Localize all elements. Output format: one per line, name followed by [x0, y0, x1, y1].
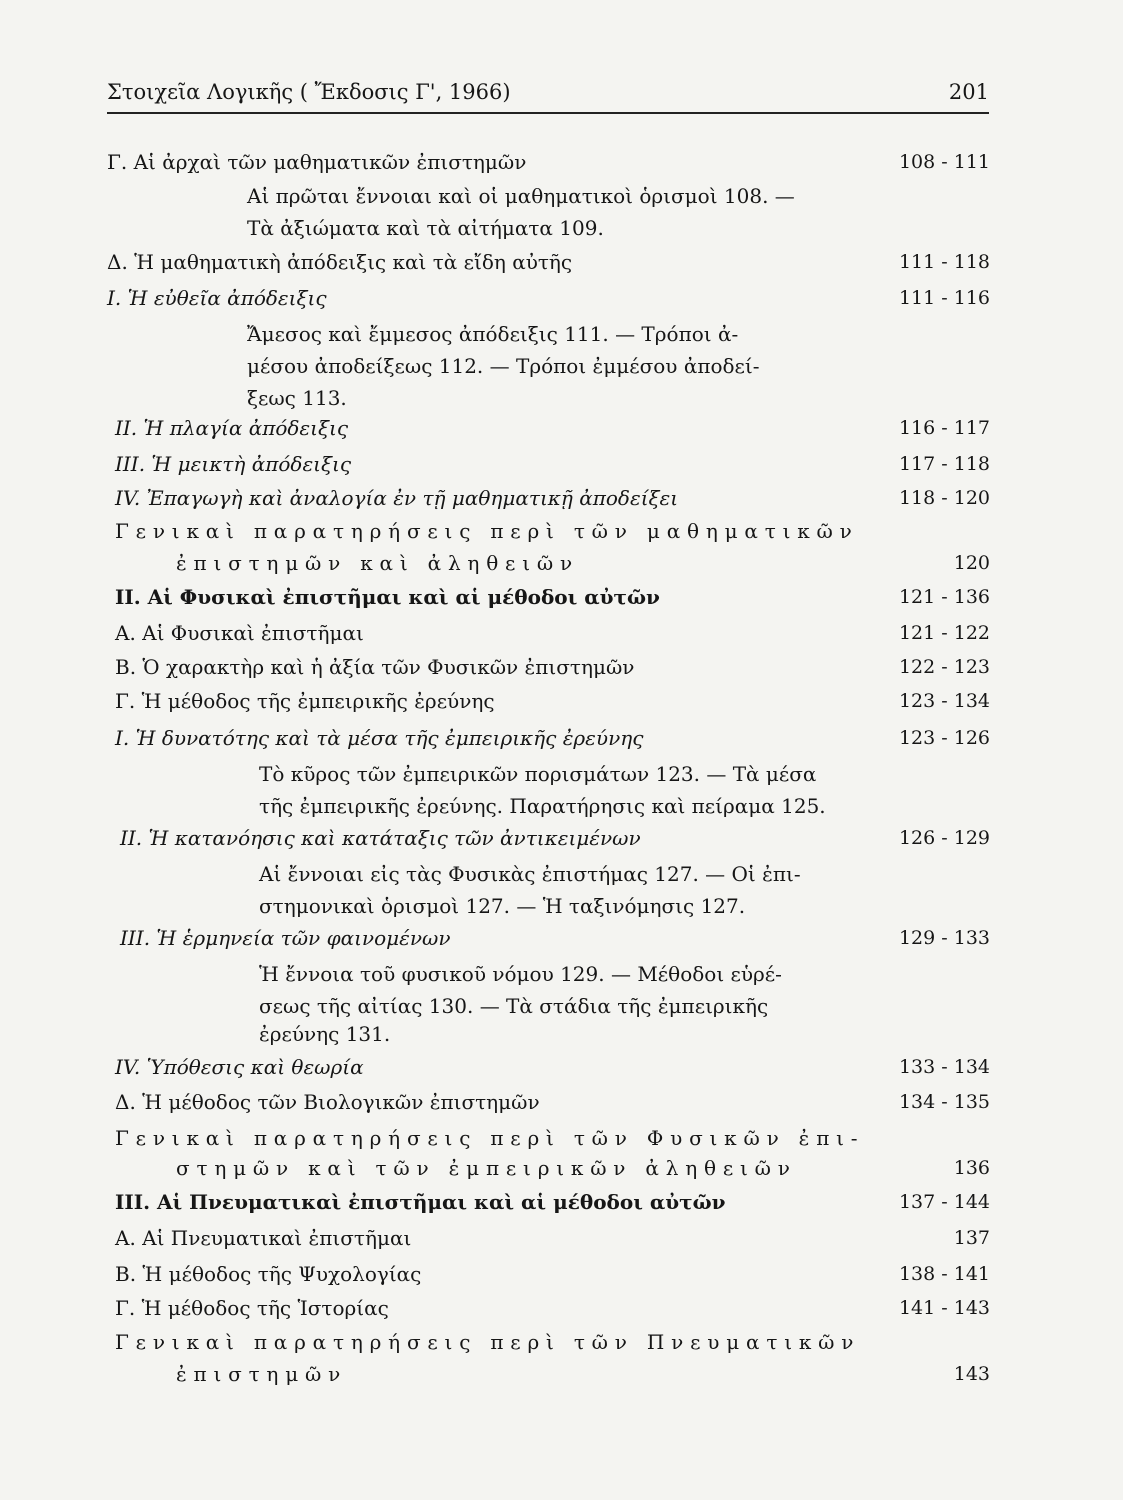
- toc-entry: Β. Ὁ χαρακτὴρ καὶ ἡ ἀξία τῶν Φυσικῶν ἐπιστημῶν: [115, 655, 635, 679]
- toc-entry: IV. Ὑπόθεσις καὶ θεωρία: [115, 1055, 364, 1079]
- toc-page-range: 141 - 143: [898, 1297, 990, 1319]
- toc-page-range: 116 - 117: [898, 417, 990, 439]
- toc-page-range: 137 - 144: [898, 1191, 990, 1213]
- toc-description: μέσου ἀποδείξεως 112. — Τρόποι ἐμμέσου ἀποδεί-: [247, 354, 760, 378]
- toc-page-range: 111 - 116: [898, 287, 990, 309]
- toc-entry: Β. Ἡ μέθοδος τῆς Ψυχολογίας: [115, 1262, 422, 1286]
- toc-page-range: 143: [953, 1363, 990, 1385]
- toc-description: Τὰ ἀξιώματα καὶ τὰ αἰτήματα 109.: [247, 216, 604, 240]
- toc-entry: Γενικαὶ παρατηρήσεις περὶ τῶν μαθηματικῶν: [115, 519, 859, 543]
- toc-page-range: 120: [953, 552, 990, 574]
- toc-page-range: 137: [953, 1227, 990, 1249]
- toc-entry: στημῶν καὶ τῶν ἐμπειρικῶν ἀληθειῶν: [176, 1156, 797, 1180]
- toc-entry: III. Ἡ μεικτὴ ἀπόδειξις: [115, 452, 352, 476]
- toc-description: Αἱ πρῶται ἔννοιαι καὶ οἱ μαθηματικοὶ ὁρισμοὶ 108. —: [247, 184, 795, 208]
- toc-page-range: 118 - 120: [898, 487, 990, 509]
- toc-page-range: 122 - 123: [898, 656, 990, 678]
- book-title: Στοιχεῖα Λογικῆς ( Ἔκδοσις Γ', 1966): [107, 80, 511, 104]
- toc-page-range: 108 - 111: [898, 151, 990, 173]
- toc-page-range: 126 - 129: [898, 827, 990, 849]
- toc-entry: II. Ἡ κατανόησις καὶ κατάταξις τῶν ἀντικειμένων: [120, 826, 641, 850]
- toc-entry: Γ. Αἱ ἀρχαὶ τῶν μαθηματικῶν ἐπιστημῶν: [107, 150, 527, 174]
- toc-description: στημονικαὶ ὁρισμοὶ 127. — Ἡ ταξινόμησις 127.: [259, 894, 746, 918]
- toc-page-range: 134 - 135: [898, 1091, 990, 1113]
- toc-page-range: 123 - 126: [898, 727, 990, 749]
- toc-description: Τὸ κῦρος τῶν ἐμπειρικῶν πορισμάτων 123. — Τὰ μέσα: [259, 762, 817, 786]
- toc-section-heading: II. Αἱ Φυσικαὶ ἐπιστῆμαι καὶ αἱ μέθοδοι αὐτῶν: [115, 585, 660, 609]
- toc-entry: II. Ἡ πλαγία ἀπόδειξις: [115, 416, 349, 440]
- toc-entry: ἐπιστημῶν καὶ ἀληθειῶν: [176, 551, 579, 575]
- toc-page-range: 123 - 134: [898, 690, 990, 712]
- toc-page-range: 121 - 136: [898, 586, 990, 608]
- toc-page-range: 117 - 118: [898, 453, 990, 475]
- toc-page-range: 138 - 141: [898, 1263, 990, 1285]
- toc-description: Ἡ ἔννοια τοῦ φυσικοῦ νόμου 129. — Μέθοδοι εὑρέ-: [259, 962, 782, 986]
- toc-entry: I. Ἡ εὐθεῖα ἀπόδειξις: [107, 286, 327, 310]
- toc-entry: Δ. Ἡ μαθηματικὴ ἀπόδειξις καὶ τὰ εἴδη αὐτῆς: [107, 250, 573, 274]
- toc-page-range: 136: [953, 1157, 990, 1179]
- toc-page-range: 121 - 122: [898, 622, 990, 644]
- toc-page-range: 111 - 118: [898, 251, 990, 273]
- toc-entry: I. Ἡ δυνατότης καὶ τὰ μέσα τῆς ἐμπειρικῆς ἐρεύνης: [115, 726, 644, 750]
- running-header: [107, 76, 989, 114]
- toc-description: σεως τῆς αἰτίας 130. — Τὰ στάδια τῆς ἐμπειρικῆς: [259, 994, 769, 1018]
- toc-page-range: 133 - 134: [898, 1056, 990, 1078]
- toc-entry: Γ. Ἡ μέθοδος τῆς ἐμπειρικῆς ἐρεύνης: [115, 689, 495, 713]
- toc-description: ξεως 113.: [247, 386, 347, 410]
- toc-entry: Γ. Ἡ μέθοδος τῆς Ἱστορίας: [115, 1296, 389, 1320]
- toc-entry: ἐπιστημῶν: [176, 1362, 348, 1386]
- toc-description: τῆς ἐμπειρικῆς ἐρεύνης. Παρατήρησις καὶ πείραμα 125.: [259, 794, 826, 818]
- toc-entry: Α. Αἱ Πνευματικαὶ ἐπιστῆμαι: [115, 1226, 412, 1250]
- toc-entry: Γενικαὶ παρατηρήσεις περὶ τῶν Φυσικῶν ἐπι-: [115, 1126, 865, 1150]
- toc-description: Ἄμεσος καὶ ἔμμεσος ἀπόδειξις 111. — Τρόποι ἀ-: [247, 322, 739, 346]
- page-number: 201: [948, 80, 989, 104]
- toc-entry: Δ. Ἡ μέθοδος τῶν Βιολογικῶν ἐπιστημῶν: [115, 1090, 540, 1114]
- toc-entry: IV. Ἐπαγωγὴ καὶ ἀναλογία ἐν τῇ μαθηματικῇ ἀποδείξει: [115, 486, 679, 510]
- toc-description: Αἱ ἔννοιαι εἰς τὰς Φυσικὰς ἐπιστήμας 127. — Οἱ ἐπι-: [259, 862, 801, 886]
- toc-section-heading: III. Αἱ Πνευματικαὶ ἐπιστῆμαι καὶ αἱ μέθοδοι αὐτῶν: [115, 1190, 726, 1214]
- toc-entry: III. Ἡ ἑρμηνεία τῶν φαινομένων: [120, 926, 451, 950]
- toc-description: ἐρεύνης 131.: [259, 1022, 391, 1046]
- toc-entry: Γενικαὶ παρατηρήσεις περὶ τῶν Πνευματικῶν: [115, 1330, 861, 1354]
- toc-entry: Α. Αἱ Φυσικαὶ ἐπιστῆμαι: [115, 621, 364, 645]
- toc-page-range: 129 - 133: [898, 927, 990, 949]
